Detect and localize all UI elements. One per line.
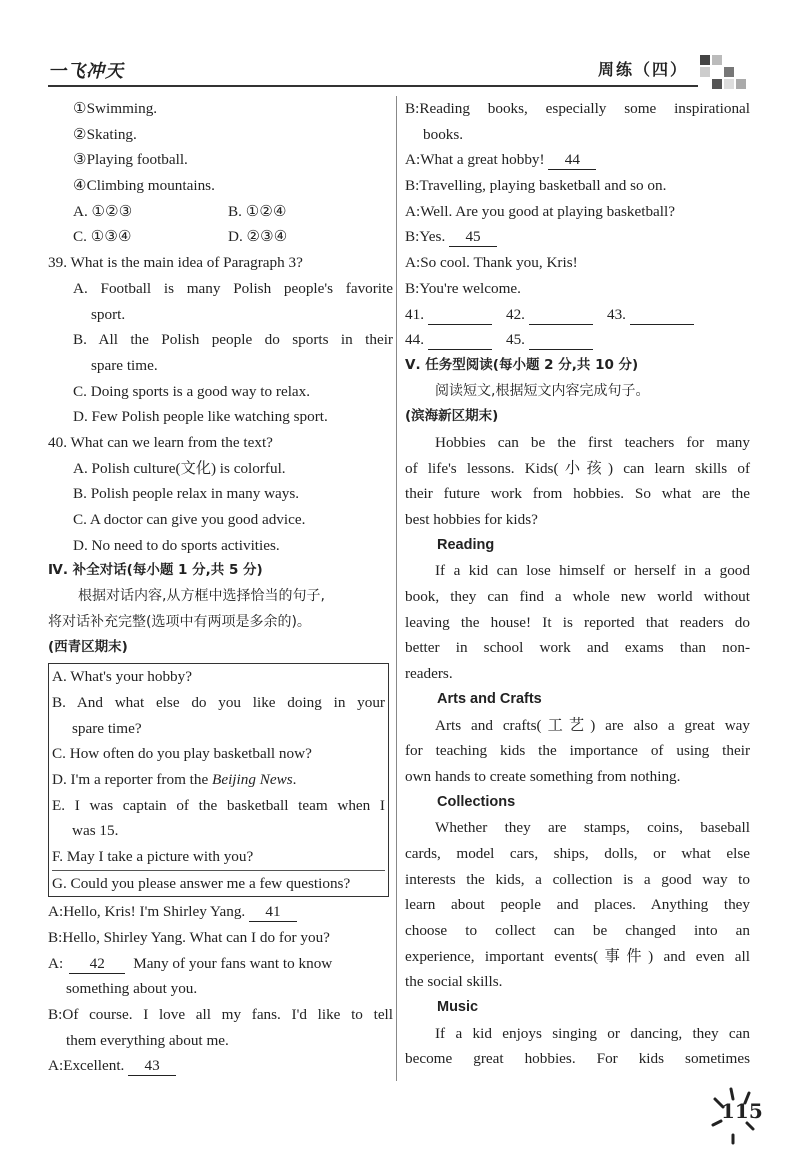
box-option-d	[52, 767, 385, 793]
blank-42[interactable]: 42	[69, 955, 125, 974]
passage-line: learn about people and places. Anything they	[405, 896, 750, 914]
q38-option: ①Swimming.	[73, 100, 158, 117]
section-4-instruction-cont: 将对话补充完整(选项中有两项是多余的)。	[48, 613, 311, 630]
passage-line: experience, important events(事件) and even all	[405, 947, 750, 965]
passage-line: better in school work and exams than non-	[405, 639, 750, 657]
q38-option: ②Skating.	[73, 125, 137, 143]
box-option-a: A. What's your hobby?	[52, 668, 192, 686]
passage-line: Whether they are stamps, coins, baseball	[435, 819, 750, 837]
dialogue-line-10	[405, 224, 750, 250]
answer-row	[405, 302, 750, 328]
series-logo: 一飞冲天	[48, 61, 124, 82]
q40-option-a: A. Polish culture(文化) is colorful.	[73, 459, 286, 477]
answer-label-44: 44.	[405, 331, 424, 349]
dialogue-line-2: B:Hello, Shirley Yang. What can I do for you?	[48, 929, 330, 946]
section-4-instruction: 根据对话内容,从方框中选择恰当的句子,	[78, 588, 325, 605]
q39-option-b-cont: spare time.	[91, 356, 158, 374]
blank-45[interactable]: 45	[449, 228, 497, 247]
answer-label-43: 43.	[606, 305, 626, 323]
q39-option-d: D. Few Polish people like watching sport.	[73, 408, 328, 426]
q39-option-c: C. Doing sports is a good way to relax.	[73, 382, 311, 400]
passage-line: book, they can find a whole new world without	[405, 588, 750, 606]
subheading-arts-crafts: Arts and Crafts	[437, 690, 542, 707]
passage-line: If a kid can lose himself or herself in a good	[435, 562, 750, 580]
passage-line: best hobbies for kids?	[405, 511, 538, 528]
dialogue-line-4-cont: them everything about me.	[66, 1031, 229, 1049]
dialogue-line-7	[405, 147, 750, 173]
passage-line: leaving the house! It is reported that readers do	[405, 613, 750, 631]
answer-label-41: 41.	[405, 305, 424, 323]
blank-41[interactable]: 41	[249, 903, 297, 922]
dialogue-text: A:Hello, Kris! I'm Shirley Yang.	[48, 903, 246, 921]
q38-option: ④Climbing mountains.	[73, 177, 215, 195]
passage-line: If a kid enjoys singing or dancing, they can	[435, 1024, 750, 1042]
week-title: 周练（四）	[598, 60, 689, 79]
dialogue-line-8: B:Travelling, playing basketball and so on.	[405, 177, 667, 195]
box-option-b-cont: spare time?	[72, 719, 142, 737]
dialogue-speaker: A:	[48, 954, 64, 972]
options-box	[48, 663, 389, 897]
subheading-collections: Collections	[437, 793, 516, 810]
answer-row	[405, 327, 750, 353]
header-rule	[48, 85, 698, 87]
box-option-e: E. I was captain of the basketball team when I	[52, 796, 385, 814]
dialogue-line-5	[48, 1053, 393, 1079]
passage-line: their future work from hobbies. So what are the	[405, 485, 750, 503]
passage-line: of life's lessons. Kids(小孩) can learn skills of	[405, 459, 750, 477]
blank-44[interactable]: 44	[548, 151, 596, 170]
answer-blank-45[interactable]	[529, 331, 593, 350]
column-divider	[396, 96, 397, 1081]
box-option-f: F. May I take a picture with you?	[52, 847, 254, 865]
q40-option-c: C. A doctor can give you good advice.	[73, 511, 306, 528]
question-39: 39. What is the main idea of Paragraph 3?	[48, 254, 303, 272]
dialogue-line-4: B:Of course. I love all my fans. I'd like to tell	[48, 1006, 393, 1024]
section-5-title: Ⅴ. 任务型阅读(每小题 2 分,共 10 分)	[405, 356, 639, 373]
subheading-music: Music	[437, 999, 479, 1016]
blank-43[interactable]: 43	[128, 1057, 176, 1076]
section-5-instruction: 阅读短文,根据短文内容完成句子。	[435, 382, 650, 399]
dialogue-line-9: A:Well. Are you good at playing basketball?	[405, 202, 675, 220]
q38-choice-d: D. ②③④	[228, 228, 288, 246]
decorative-squares	[700, 55, 748, 89]
passage-line: Arts and crafts(工艺) are also a great way	[435, 716, 750, 734]
left-column	[48, 96, 393, 1079]
answer-blank-43[interactable]	[630, 306, 694, 325]
answer-label-45: 45.	[505, 331, 525, 349]
section-4-title: Ⅳ. 补全对话(每小题 1 分,共 5 分)	[48, 562, 263, 579]
box-option-e-cont: was 15.	[72, 822, 119, 840]
box-option-b: B. And what else do you like doing in your	[52, 693, 385, 711]
answer-label-42: 42.	[505, 305, 525, 323]
box-option-c: C. How often do you play basketball now?	[52, 745, 312, 763]
q39-option-a-cont: sport.	[91, 305, 126, 323]
dialogue-text: Many of your fans want to know	[133, 954, 333, 972]
answer-blank-41[interactable]	[428, 306, 492, 325]
box-option-d-end: .	[292, 770, 297, 788]
dialogue-line-6: B:Reading books, especially some inspirational	[405, 100, 750, 117]
dialogue-line-1	[48, 899, 393, 925]
dialogue-line-11: A:So cool. Thank you, Kris!	[405, 254, 578, 272]
q40-option-b: B. Polish people relax in many ways.	[73, 485, 300, 503]
dialogue-text: A:Excellent.	[48, 1057, 125, 1075]
box-option-d-newspaper: Beijing News	[212, 770, 293, 788]
dialogue-text: B:Yes.	[405, 228, 446, 246]
passage-line: become great hobbies. For kids sometimes	[405, 1050, 750, 1068]
subheading-reading: Reading	[437, 536, 495, 553]
page-header	[0, 0, 800, 95]
q39-option-b: B. All the Polish people do sports in their	[73, 331, 393, 349]
q38-choice-c: C. ①③④	[73, 228, 132, 246]
q38-choices-row	[48, 224, 393, 250]
right-column	[405, 96, 750, 1072]
q38-choice-a: A. ①②③	[73, 202, 133, 220]
box-option-d-text: D. I'm a reporter from the	[52, 770, 213, 788]
page-number: 115	[721, 1099, 763, 1123]
q40-option-d: D. No need to do sports activities.	[73, 536, 280, 554]
section-4-source: (西青区期末)	[48, 639, 128, 656]
answer-blank-44[interactable]	[428, 331, 492, 350]
q38-choice-b: B. ①②④	[228, 202, 287, 220]
section-5-source: (滨海新区期末)	[405, 408, 499, 425]
dialogue-line-12: B:You're welcome.	[405, 279, 521, 297]
page-number-badge	[705, 1085, 765, 1145]
passage-line: interests the kids, a collection is a good way to	[405, 870, 750, 888]
dialogue-line-3	[48, 951, 393, 977]
passage-line: choose to collect can be changed into an	[405, 922, 750, 939]
passage-line: Hobbies can be the first teachers for many	[435, 433, 750, 451]
passage-line: own hands to create something from nothing.	[405, 767, 681, 785]
passage-line: the social skills.	[405, 973, 503, 991]
dialogue-text: A:What a great hobby!	[405, 151, 545, 169]
box-option-g: G. Could you please answer me a few questions?	[52, 870, 385, 897]
passage-line: cards, model cars, ships, dolls, or what else	[405, 844, 750, 862]
passage-line: readers.	[405, 665, 453, 683]
q38-option: ③Playing football.	[73, 151, 188, 169]
passage-line: for teaching kids the importance of using their	[405, 742, 750, 760]
question-40: 40. What can we learn from the text?	[48, 433, 273, 451]
q38-choices-row	[48, 199, 393, 225]
dialogue-line-6-cont: books.	[423, 125, 464, 143]
dialogue-line-3-cont: something about you.	[66, 980, 198, 998]
answer-blank-42[interactable]	[529, 306, 593, 325]
q39-option-a: A. Football is many Polish people's favorite	[73, 279, 393, 297]
